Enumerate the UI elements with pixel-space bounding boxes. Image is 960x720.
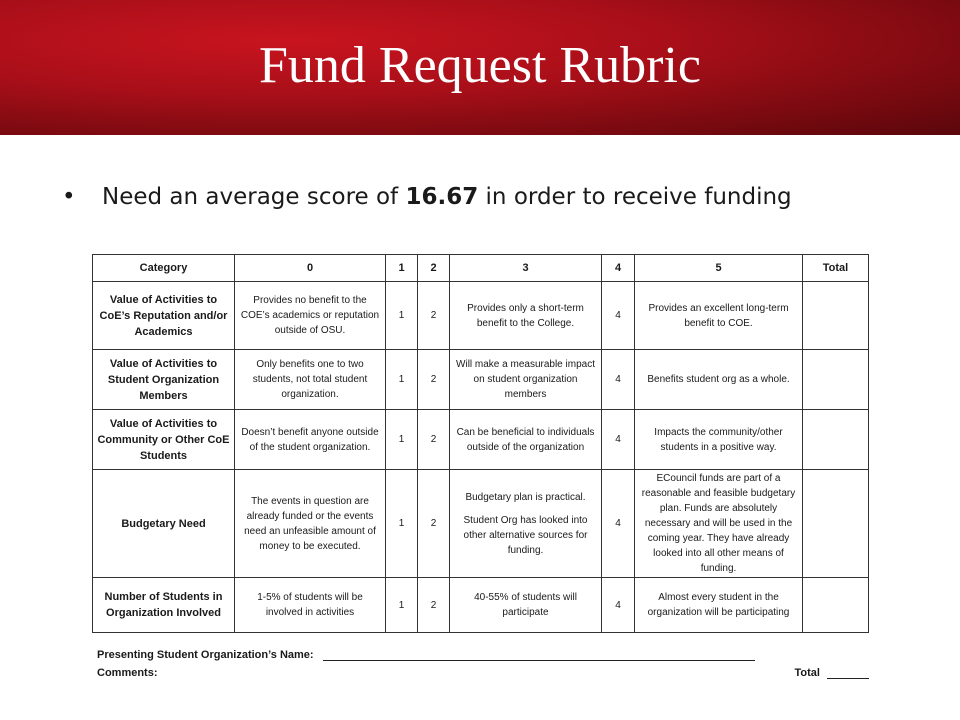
org-name-label: Presenting Student Organization’s Name:: [97, 649, 314, 661]
cell-score-5: Provides an excellent long-term benefit to COE.: [635, 282, 803, 350]
cell-score-4: 4: [602, 282, 635, 350]
rubric-footer: [97, 649, 869, 685]
cell-score-4: 4: [602, 410, 635, 470]
cell-score-4: 4: [602, 578, 635, 633]
cell-score-3-text: Provides only a short-term benefit to the College.: [467, 302, 584, 329]
cell-score-2: 2: [418, 282, 450, 350]
header-score-3: 3: [450, 255, 602, 282]
comments-label: Comments:: [97, 667, 158, 679]
header-score-0: 0: [235, 255, 386, 282]
header-score-2: 2: [418, 255, 450, 282]
bullet-score-value: 16.67: [405, 184, 479, 210]
header-row: [93, 255, 869, 282]
cell-score-0: Doesn’t benefit anyone outside of the student organization.: [235, 410, 386, 470]
cell-score-3-text: Will make a measurable impact on student organization members: [456, 359, 595, 400]
cell-score-3-text: 40-55% of students will participate: [474, 592, 577, 618]
table-row: [93, 410, 869, 470]
cell-total: [803, 578, 869, 633]
org-name-row: [97, 649, 869, 667]
cell-score-5: Impacts the community/other students in a positive way.: [635, 410, 803, 470]
cell-score-1: 1: [386, 410, 418, 470]
cell-score-0: 1-5% of students will be involved in activities: [235, 578, 386, 633]
table-row: [93, 282, 869, 350]
header-score-4: 4: [602, 255, 635, 282]
cell-score-3: [450, 350, 602, 410]
cell-score-0: Provides no benefit to the COE’s academics or reputation outside of OSU.: [235, 282, 386, 350]
cell-score-3: [450, 578, 602, 633]
header-total: Total: [803, 255, 869, 282]
org-name-field[interactable]: [323, 660, 755, 661]
table-row: [93, 578, 869, 633]
cell-score-3-text: Budgetary plan is practical.: [465, 491, 586, 503]
row-category: Number of Students in Organization Involved: [93, 578, 235, 633]
table-row: [93, 470, 869, 578]
bullet-item: [62, 184, 792, 210]
cell-total: [803, 282, 869, 350]
cell-score-0: The events in question are already funded or the events need an unfeasible amount of money to be executed.: [235, 470, 386, 578]
cell-score-2: 2: [418, 470, 450, 578]
slide-title: Fund Request Rubric: [259, 37, 701, 94]
row-category: Value of Activities to CoE’s Reputation and/or Academics: [93, 282, 235, 350]
cell-score-3: [450, 410, 602, 470]
row-category: Budgetary Need: [93, 470, 235, 578]
cell-total: [803, 470, 869, 578]
cell-score-3: [450, 282, 602, 350]
cell-score-2: 2: [418, 578, 450, 633]
header-score-5: 5: [635, 255, 803, 282]
cell-score-5: Almost every student in the organization will be participating: [635, 578, 803, 633]
header-score-1: 1: [386, 255, 418, 282]
bullet-text-suffix: in order to receive funding: [478, 184, 792, 210]
cell-score-1: 1: [386, 470, 418, 578]
cell-score-4: 4: [602, 470, 635, 578]
cell-score-3-text: Can be beneficial to individuals outside of the organization: [456, 426, 595, 453]
title-banner: [0, 0, 960, 135]
header-category: Category: [93, 255, 235, 282]
row-category: Value of Activities to Community or Other CoE Students: [93, 410, 235, 470]
cell-score-5: Benefits student org as a whole.: [635, 350, 803, 410]
comments-row: [97, 667, 869, 685]
cell-score-3-text-secondary: Student Org has looked into other alternative sources for funding.: [463, 514, 588, 556]
cell-total: [803, 410, 869, 470]
bullet-icon: •: [62, 184, 76, 210]
cell-score-5: ECouncil funds are part of a reasonable and feasible budgetary plan. Funds are absolutely necessary and will be used in the coming year. They have already looked into all other means of funding.: [635, 470, 803, 578]
cell-score-1: 1: [386, 282, 418, 350]
row-category: Value of Activities to Student Organization Members: [93, 350, 235, 410]
cell-score-3: [450, 470, 602, 578]
total-field: [794, 667, 869, 679]
cell-score-0: Only benefits one to two students, not total student organization.: [235, 350, 386, 410]
cell-score-1: 1: [386, 350, 418, 410]
table-row: [93, 350, 869, 410]
cell-score-2: 2: [418, 410, 450, 470]
total-label: Total: [794, 667, 820, 679]
cell-score-4: 4: [602, 350, 635, 410]
cell-score-1: 1: [386, 578, 418, 633]
bullet-text-prefix: Need an average score of: [102, 184, 406, 210]
total-blank[interactable]: [827, 678, 869, 679]
cell-score-2: 2: [418, 350, 450, 410]
rubric-table: [92, 254, 869, 633]
cell-total: [803, 350, 869, 410]
